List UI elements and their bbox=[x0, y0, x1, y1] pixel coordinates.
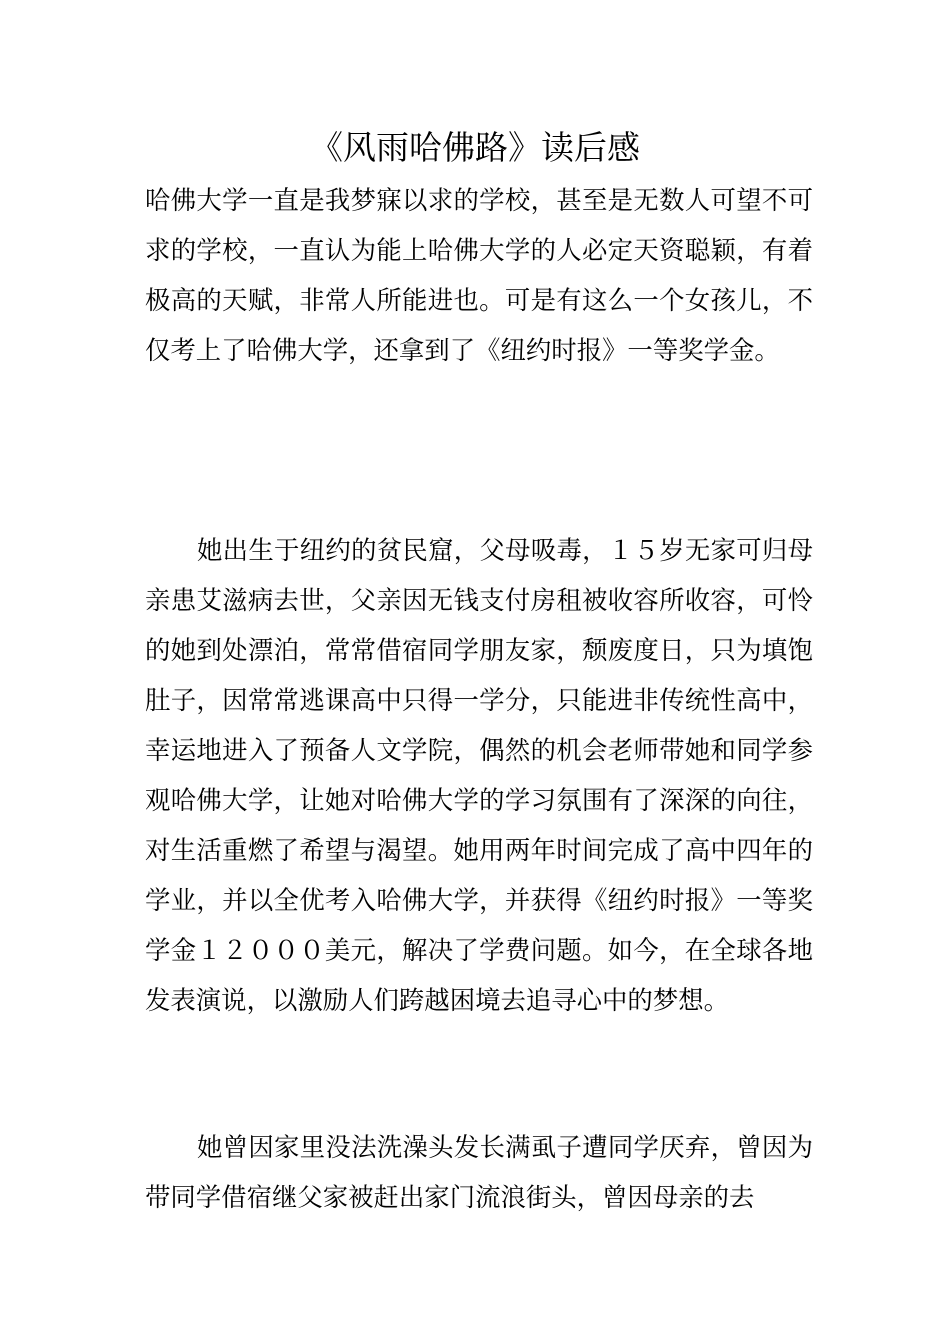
paragraph-1: 哈佛大学一直是我梦寐以求的学校，甚至是无数人可望不可求的学校，一直认为能上哈佛大学的人必定天资聪颖，有着极高的天赋，非常人所能进也。可是有这么一个女孩儿，不仅考上了哈佛大学，还拿到了《纽约时报》一等奖学金。 bbox=[145, 185, 813, 365]
document-title: 《风雨哈佛路》读后感 bbox=[310, 128, 640, 167]
paragraph-2: 她出生于纽约的贫民窟，父母吸毒，１５岁无家可归母亲患艾滋病去世，父亲因无钱支付房租被收容所收容，可怜的她到处漂泊，常常借宿同学朋友家，颓废度日，只为填饱肚子，因常常逃课高中只得一学分，只能进非传统性高中，幸运地进入了预备人文学院，偶然的机会老师带她和同学参观哈佛大学，让她对哈佛大学的学习氛围有了深深的向往，对生活重燃了希望与渴望。她用两年时间完成了高中四年的学业，并以全优考入哈佛大学，并获得《纽约时报》一等奖学金１２０００美元，解决了学费问题。如今，在全球各地发表演说，以激励人们跨越困境去追寻心中的梦想。 bbox=[145, 535, 813, 1015]
paragraph-3: 她曾因家里没法洗澡头发长满虱子遭同学厌弃，曾因为带同学借宿继父家被赶出家门流浪街头，曾因母亲的去 bbox=[145, 1132, 813, 1212]
